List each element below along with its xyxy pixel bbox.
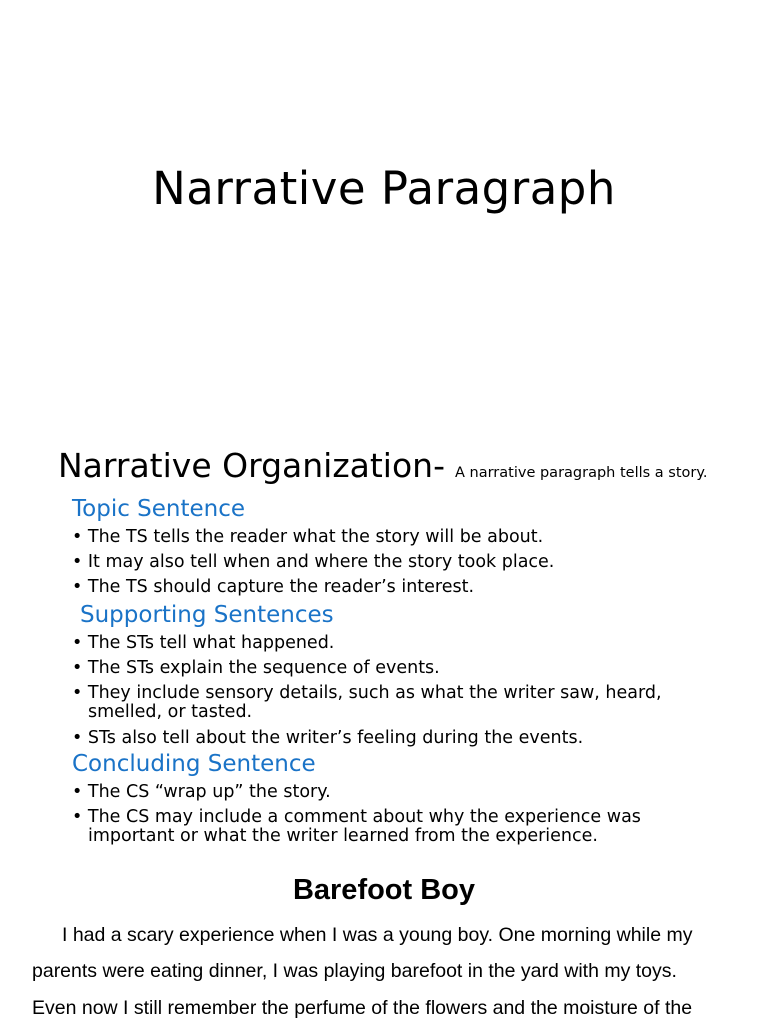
concluding-bullet-1: • The CS “wrap up” the story. — [72, 782, 331, 802]
topic-sentence-heading: Topic Sentence — [72, 496, 246, 522]
supporting-bullet-1: • The STs tell what happened. — [72, 633, 335, 653]
supporting-bullet-2: • The STs explain the sequence of events. — [72, 658, 440, 678]
story-line-2: parents were eating dinner, I was playing barefoot in the yard with my toys. — [32, 960, 677, 982]
organization-title: Narrative Organization- — [58, 446, 445, 485]
organization-slide — [0, 440, 768, 860]
supporting-bullet-4: • STs also tell about the writer’s feeling during the events. — [72, 728, 584, 748]
topic-bullet-3: • The TS should capture the reader’s interest. — [72, 577, 475, 597]
story-title: Barefoot Boy — [292, 874, 476, 906]
story-line-1: I had a scary experience when I was a young boy. One morning while my — [62, 924, 693, 946]
title-slide — [0, 0, 768, 420]
topic-bullet-2: • It may also tell when and where the story took place. — [72, 552, 555, 572]
concluding-sentence-heading: Concluding Sentence — [72, 751, 316, 777]
supporting-bullet-3 — [72, 684, 662, 722]
concluding-bullet-2-line-2: important or what the writer learned from the experience. — [88, 826, 598, 846]
page-title: Narrative Paragraph — [152, 162, 616, 215]
organization-subtitle: A narrative paragraph tells a story. — [455, 465, 708, 481]
concluding-bullet-2 — [72, 808, 641, 846]
organization-heading-line — [58, 446, 708, 485]
supporting-sentences-heading: Supporting Sentences — [80, 602, 334, 628]
concluding-bullet-2-line-1: • The CS may include a comment about why the experience was — [72, 807, 641, 827]
story-line-3: Even now I still remember the perfume of the flowers and the moisture of the — [32, 997, 693, 1019]
topic-bullet-1: • The TS tells the reader what the story will be about. — [72, 527, 544, 547]
supporting-bullet-3-line-1: • They include sensory details, such as what the writer saw, heard, — [72, 683, 662, 703]
supporting-bullet-3-line-2: smelled, or tasted. — [88, 702, 253, 722]
